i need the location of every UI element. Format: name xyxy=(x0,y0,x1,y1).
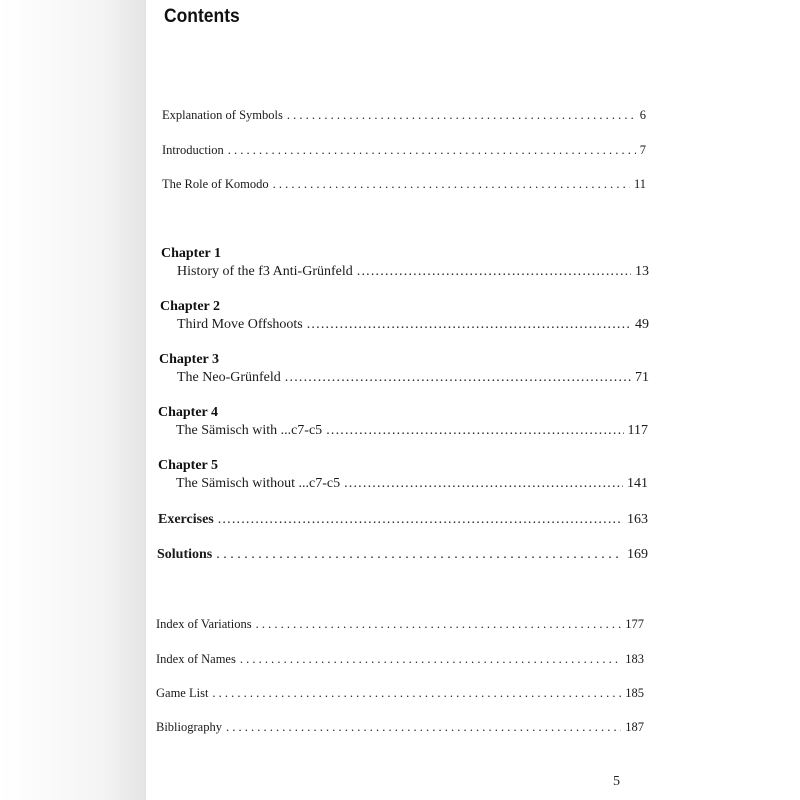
toc-entry-label: Index of Variations xyxy=(156,617,252,631)
toc-entry-label: The Sämisch without ...c7-c5 xyxy=(176,476,341,491)
dot-leader xyxy=(226,720,621,735)
toc-entry-game-list[interactable] xyxy=(156,686,644,701)
toc-entry-label: Solutions xyxy=(157,547,213,562)
toc-entry-explanation-of-symbols[interactable] xyxy=(162,108,646,123)
dot-leader xyxy=(240,652,621,667)
toc-entry-label: Explanation of Symbols xyxy=(162,108,283,122)
toc-entry-role-of-komodo[interactable] xyxy=(162,177,646,192)
chapter-3-heading: Chapter 3 xyxy=(159,352,220,367)
toc-entry-label: The Role of Komodo xyxy=(162,177,269,191)
chapter-2-heading: Chapter 2 xyxy=(160,299,221,314)
page-title: Contents xyxy=(164,6,240,27)
toc-entry-label: Third Move Offshoots xyxy=(177,317,303,332)
dot-leader xyxy=(218,512,623,528)
toc-entry-page: 49 xyxy=(635,317,649,332)
toc-entry-chapter-2[interactable] xyxy=(177,317,649,333)
chapter-5-heading: Chapter 5 xyxy=(158,458,219,473)
chapter-1-heading: Chapter 1 xyxy=(161,246,222,261)
toc-entry-label: Bibliography xyxy=(156,720,222,734)
scan-binding-shadow xyxy=(0,0,146,800)
toc-entry-page: 6 xyxy=(639,108,646,122)
dot-leader xyxy=(287,108,636,123)
toc-entry-chapter-1[interactable] xyxy=(177,264,649,280)
toc-entry-page: 141 xyxy=(627,476,648,491)
toc-entry-index-of-names[interactable] xyxy=(156,652,644,667)
toc-entry-page: 13 xyxy=(635,264,649,279)
toc-entry-label: Index of Names xyxy=(156,652,236,666)
dot-leader xyxy=(307,317,631,333)
dot-leader xyxy=(228,143,636,158)
toc-entry-label: The Sämisch with ...c7-c5 xyxy=(176,423,323,438)
toc-entry-label: Introduction xyxy=(162,143,224,157)
toc-entry-page: 163 xyxy=(627,512,648,527)
toc-entry-page: 187 xyxy=(625,720,644,734)
dot-leader xyxy=(326,423,623,439)
dot-leader xyxy=(344,476,623,492)
toc-entry-introduction[interactable] xyxy=(162,143,646,158)
dot-leader xyxy=(273,177,630,192)
toc-entry-chapter-3[interactable] xyxy=(177,370,649,386)
toc-entry-page: 177 xyxy=(625,617,644,631)
dot-leader xyxy=(357,264,631,280)
toc-entry-label: Exercises xyxy=(158,512,214,527)
contents-page xyxy=(146,0,800,800)
toc-entry-bibliography[interactable] xyxy=(156,720,644,735)
page-number: 5 xyxy=(613,774,620,789)
dot-leader xyxy=(285,370,631,386)
toc-entry-page: 169 xyxy=(627,547,648,562)
toc-entry-page: 7 xyxy=(639,143,646,157)
toc-entry-chapter-4[interactable] xyxy=(176,423,648,439)
toc-entry-index-of-variations[interactable] xyxy=(156,617,644,632)
toc-entry-label: The Neo-Grünfeld xyxy=(177,370,281,385)
toc-entry-page: 71 xyxy=(635,370,649,385)
toc-entry-page: 185 xyxy=(625,686,644,700)
chapter-4-heading: Chapter 4 xyxy=(158,405,219,420)
dot-leader xyxy=(216,547,623,563)
toc-entry-solutions[interactable] xyxy=(157,547,648,563)
toc-entry-page: 11 xyxy=(633,177,646,191)
toc-entry-page: 117 xyxy=(627,423,648,438)
dot-leader xyxy=(256,617,622,632)
toc-entry-page: 183 xyxy=(625,652,644,666)
dot-leader xyxy=(212,686,621,701)
toc-entry-chapter-5[interactable] xyxy=(176,476,648,492)
toc-entry-label: History of the f3 Anti-Grünfeld xyxy=(177,264,353,279)
toc-entry-exercises[interactable] xyxy=(158,512,648,528)
toc-entry-label: Game List xyxy=(156,686,209,700)
